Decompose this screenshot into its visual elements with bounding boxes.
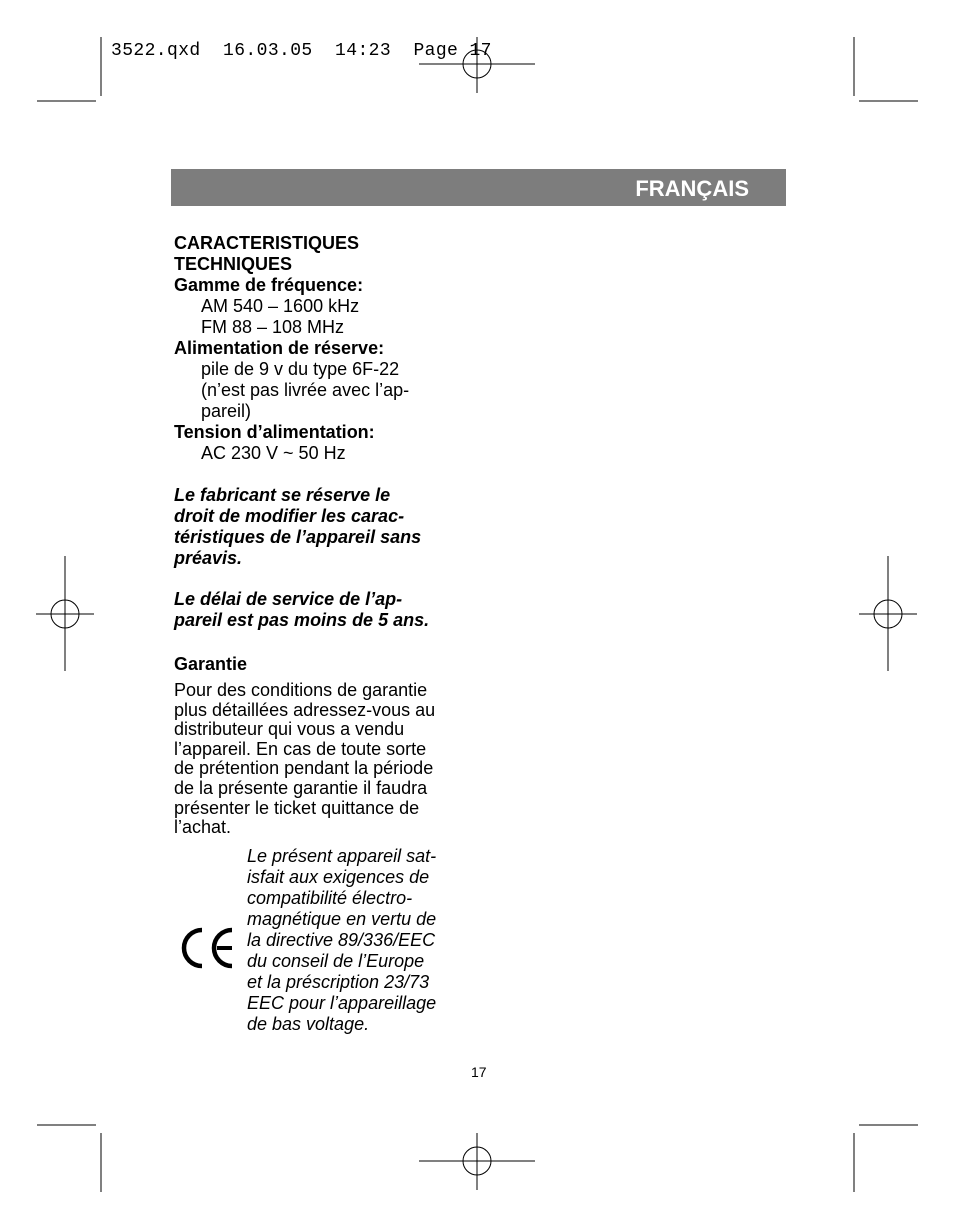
manufacturer-notice xyxy=(174,485,474,569)
warranty-line: présenter le ticket quittance de xyxy=(174,797,420,818)
compliance-line: EEC pour l’appareillage xyxy=(247,993,437,1013)
technical-specs xyxy=(174,233,474,464)
compliance-line: magnétique en vertu de xyxy=(247,909,437,929)
warranty-text xyxy=(174,681,474,838)
backup-power-line2: (n’est pas livrée avec l’ap- xyxy=(201,380,410,400)
language-title: FRANÇAIS xyxy=(635,176,749,201)
warranty-line: l’appareil. En cas de toute sorte xyxy=(174,738,427,759)
frequency-fm: FM 88 – 108 MHz xyxy=(201,317,345,337)
page-number: 17 xyxy=(471,1064,487,1080)
compliance-line: du conseil de l’Europe xyxy=(247,951,425,971)
backup-power-line1: pile de 9 v du type 6F-22 xyxy=(201,359,400,379)
registration-mark-right xyxy=(859,556,917,671)
frequency-label: Gamme de fréquence: xyxy=(174,275,364,295)
service-line: Le délai de service de l’ap- xyxy=(174,589,403,609)
notice-line: droit de modifier les carac- xyxy=(174,506,405,526)
warranty-line: de prétention pendant la période xyxy=(174,758,434,779)
backup-power-label: Alimentation de réserve: xyxy=(174,338,385,358)
specs-heading-line1: CARACTERISTIQUES xyxy=(174,233,360,253)
warranty-line: distributeur qui vous a vendu xyxy=(174,719,405,740)
specs-heading-line2: TECHNIQUES xyxy=(174,254,293,274)
warranty-title: Garantie xyxy=(174,654,248,674)
notice-line: téristiques de l’appareil sans xyxy=(174,527,422,547)
warranty-line: plus détaillées adressez-vous au xyxy=(174,699,436,720)
file-slug-line: 3522.qxd 16.03.05 14:23 Page 17 xyxy=(111,41,492,61)
service-line: pareil est pas moins de 5 ans. xyxy=(174,610,430,630)
compliance-line: Le présent appareil sat- xyxy=(247,846,437,866)
language-header-bar xyxy=(171,169,786,206)
warranty-line: Pour des conditions de garantie xyxy=(174,680,428,700)
registration-mark-left xyxy=(36,556,94,671)
registration-mark-top xyxy=(419,37,535,93)
notice-line: préavis. xyxy=(174,548,243,568)
ce-mark-logo xyxy=(180,927,238,969)
service-life-notice xyxy=(174,589,474,631)
compliance-line: la directive 89/336/EEC xyxy=(247,930,436,950)
registration-mark-bottom xyxy=(419,1133,535,1190)
compliance-line: isfait aux exigences de xyxy=(247,867,430,887)
backup-power-line3: pareil) xyxy=(201,401,252,421)
voltage-label: Tension d’alimentation: xyxy=(174,422,375,442)
frequency-am: AM 540 – 1600 kHz xyxy=(201,296,360,316)
warranty-line: l’achat. xyxy=(174,817,232,838)
notice-line: Le fabricant se réserve le xyxy=(174,485,391,505)
warranty-line: de la présente garantie il faudra xyxy=(174,777,428,798)
compliance-statement xyxy=(247,846,477,1035)
compliance-line: compatibilité électro- xyxy=(247,888,413,908)
compliance-line: de bas voltage. xyxy=(247,1014,370,1034)
voltage-value: AC 230 V ~ 50 Hz xyxy=(201,443,346,463)
compliance-line: et la préscription 23/73 xyxy=(247,972,430,992)
